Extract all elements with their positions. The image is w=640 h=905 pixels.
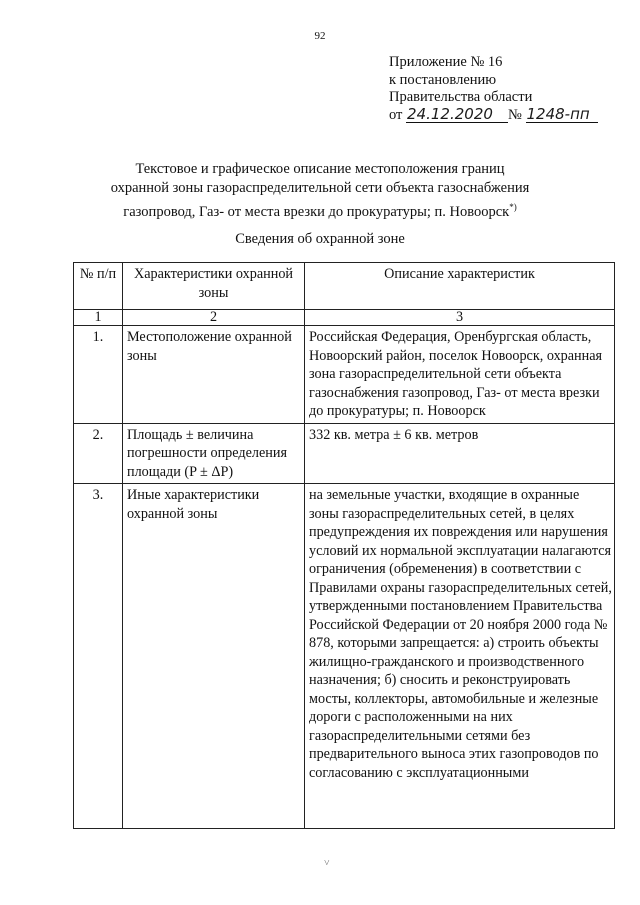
header-characteristics: Характеристики охранной зоны (123, 263, 305, 310)
page-number: 92 (314, 30, 326, 42)
protection-zone-table (73, 262, 615, 829)
title-line-3 (0, 198, 640, 222)
row-number: 1. (74, 326, 123, 424)
handwritten-date: 24.12.2020 (406, 107, 508, 123)
row-number: 3. (74, 484, 123, 829)
title-line-1: Текстовое и графическое описание местоположения границ (135, 161, 505, 177)
appendix-line-1: Приложение № 16 (389, 54, 503, 70)
column-number-1: 1 (74, 310, 123, 326)
title-line-2: охранной зоны газораспределительной сети объекта газоснабжения (110, 180, 530, 196)
date-prefix: от (389, 106, 403, 123)
table-row (74, 326, 615, 424)
appendix-block (389, 54, 598, 124)
header-number: № п/п (74, 263, 123, 310)
table-row (74, 423, 615, 484)
appendix-date-line (389, 104, 598, 125)
column-number-3: 3 (305, 310, 615, 326)
scan-mark: ˅ (324, 858, 330, 869)
row-description: Российская Федерация, Оренбургская область, Новоорский район, поселок Новоорск, охранная зона газораспределительной сети объекта газоснабжения газопровод, Газ- от места врезки до прокуратуры; п. Новоорск (305, 326, 615, 424)
row-characteristic: Местоположение охранной зоны (123, 326, 305, 424)
table-row (74, 484, 615, 829)
column-number-2: 2 (123, 310, 305, 326)
section-subtitle: Сведения об охранной зоне (235, 231, 405, 247)
number-prefix: № (508, 106, 522, 123)
footnote-mark: *) (509, 202, 517, 212)
row-characteristic: Площадь ± величина погрешности определения площади (P ± ΔP) (123, 423, 305, 484)
row-description: на земельные участки, входящие в охранные зоны газораспределительных сетей, в целях предупреждения их повреждения или нарушения условий их нормальной эксплуатации налагаются ограничения (обременения) в соответствии с Правилами охраны газораспределительных сетей, утвержденными постановлением Правительства Российской Федерации от 20 ноября 2000 года № 878, которыми запрещается: а) строить объекты жилищно-гражданского и производственного назначения; б) сносить и реконструировать мосты, коллекторы, автомобильные и железные дороги с расположенными на них газораспределительными сетями без предварительного выноса этих газопроводов по согласованию с эксплуатационными (305, 484, 615, 829)
row-number: 2. (74, 423, 123, 484)
row-description: 332 кв. метра ± 6 кв. метров (305, 423, 615, 484)
document-title (0, 160, 640, 222)
appendix-line-2: к постановлению (389, 71, 497, 88)
handwritten-number: 1248-пп (526, 107, 598, 123)
column-numbering-row (74, 310, 615, 326)
table-header-row (74, 263, 615, 310)
appendix-line-3: Правительства области (389, 89, 533, 105)
title-line-3-text: газопровод, Газ- от места врезки до прокуратуры; п. Новоорск (123, 203, 510, 220)
row-characteristic: Иные характеристики охранной зоны (123, 484, 305, 829)
header-description: Описание характеристик (305, 263, 615, 310)
